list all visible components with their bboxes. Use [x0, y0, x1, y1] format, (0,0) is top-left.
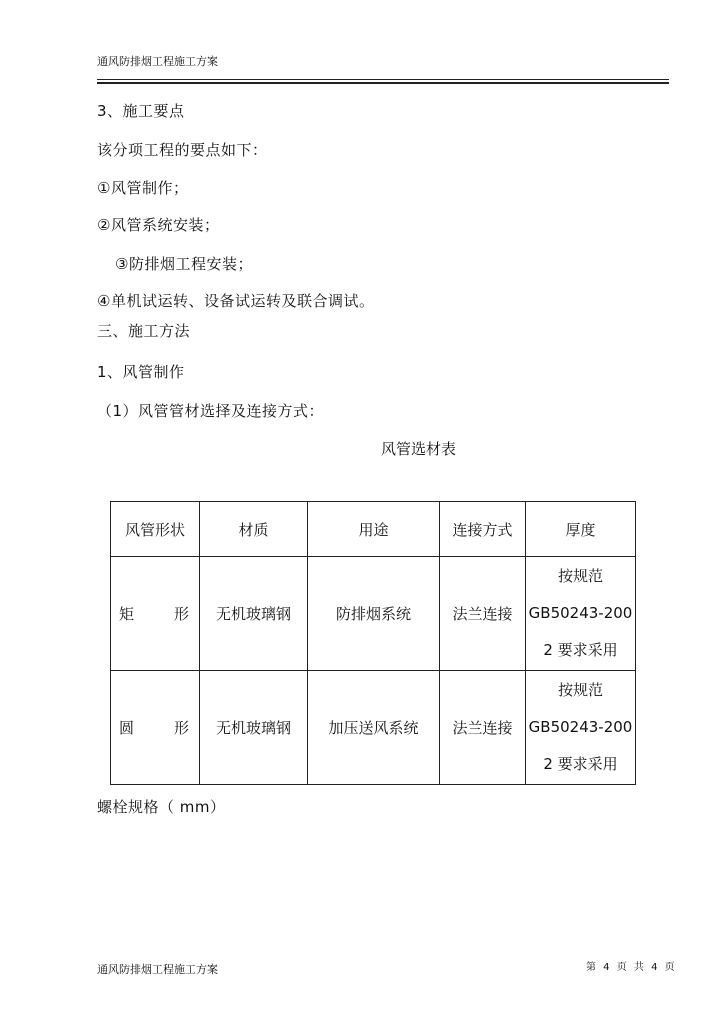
shape-char-a: 矩 — [119, 605, 135, 623]
shape-char-b: 形 — [173, 605, 189, 623]
point-3: ③防排烟工程安装； — [115, 255, 253, 273]
shape-char-b: 形 — [173, 719, 189, 737]
table-row — [111, 557, 636, 671]
footer-page-number: 第 4 页 共 4 页 — [586, 962, 677, 973]
table-caption: 风管选材表 — [381, 440, 457, 458]
duct-material-table — [110, 501, 636, 785]
point-2: ②风管系统安装； — [97, 216, 220, 234]
sub-1-heading: 1、风管制作 — [97, 363, 185, 381]
header-title: 通风防排烟工程施工方案 — [97, 55, 218, 68]
cell-shape — [111, 557, 200, 671]
footer-title: 通风防排烟工程施工方案 — [97, 963, 218, 976]
thickness-line: 2 要求采用 — [543, 641, 618, 659]
point-4: ④单机试运转、设备试运转及联合调试。 — [97, 292, 375, 310]
cell-thickness — [526, 557, 636, 671]
section-three-heading: 三、施工方法 — [97, 322, 191, 340]
header-connection: 连接方式 — [440, 502, 526, 557]
thickness-line: GB50243-200 — [528, 604, 633, 622]
cell-connection: 法兰连接 — [440, 557, 526, 671]
thickness-line: 按规范 — [557, 567, 603, 585]
section-3-heading: 3、施工要点 — [97, 102, 185, 120]
intro-text: 该分项工程的要点如下： — [97, 141, 268, 159]
header-shape: 风管形状 — [111, 502, 200, 557]
cell-thickness — [526, 671, 636, 785]
header-usage: 用途 — [308, 502, 440, 557]
header-material: 材质 — [200, 502, 308, 557]
thickness-line: 按规范 — [557, 681, 603, 699]
bolt-spec-line: 螺栓规格（ mm） — [97, 798, 226, 816]
cell-material: 无机玻璃钢 — [200, 557, 308, 671]
header-rule-thick — [97, 82, 669, 84]
header-thickness: 厚度 — [526, 502, 636, 557]
thickness-line: GB50243-200 — [528, 718, 633, 736]
header-rule-thin — [97, 79, 669, 80]
cell-usage: 加压送风系统 — [308, 671, 440, 785]
table-header-row — [111, 502, 636, 557]
shape-char-a: 圆 — [119, 719, 135, 737]
cell-material: 无机玻璃钢 — [200, 671, 308, 785]
table-row — [111, 671, 636, 785]
cell-usage: 防排烟系统 — [308, 557, 440, 671]
cell-connection: 法兰连接 — [440, 671, 526, 785]
point-1: ①风管制作； — [97, 179, 189, 197]
sub-1-1-heading: （1）风管管材选择及连接方式： — [97, 402, 325, 420]
cell-shape — [111, 671, 200, 785]
thickness-line: 2 要求采用 — [543, 755, 618, 773]
